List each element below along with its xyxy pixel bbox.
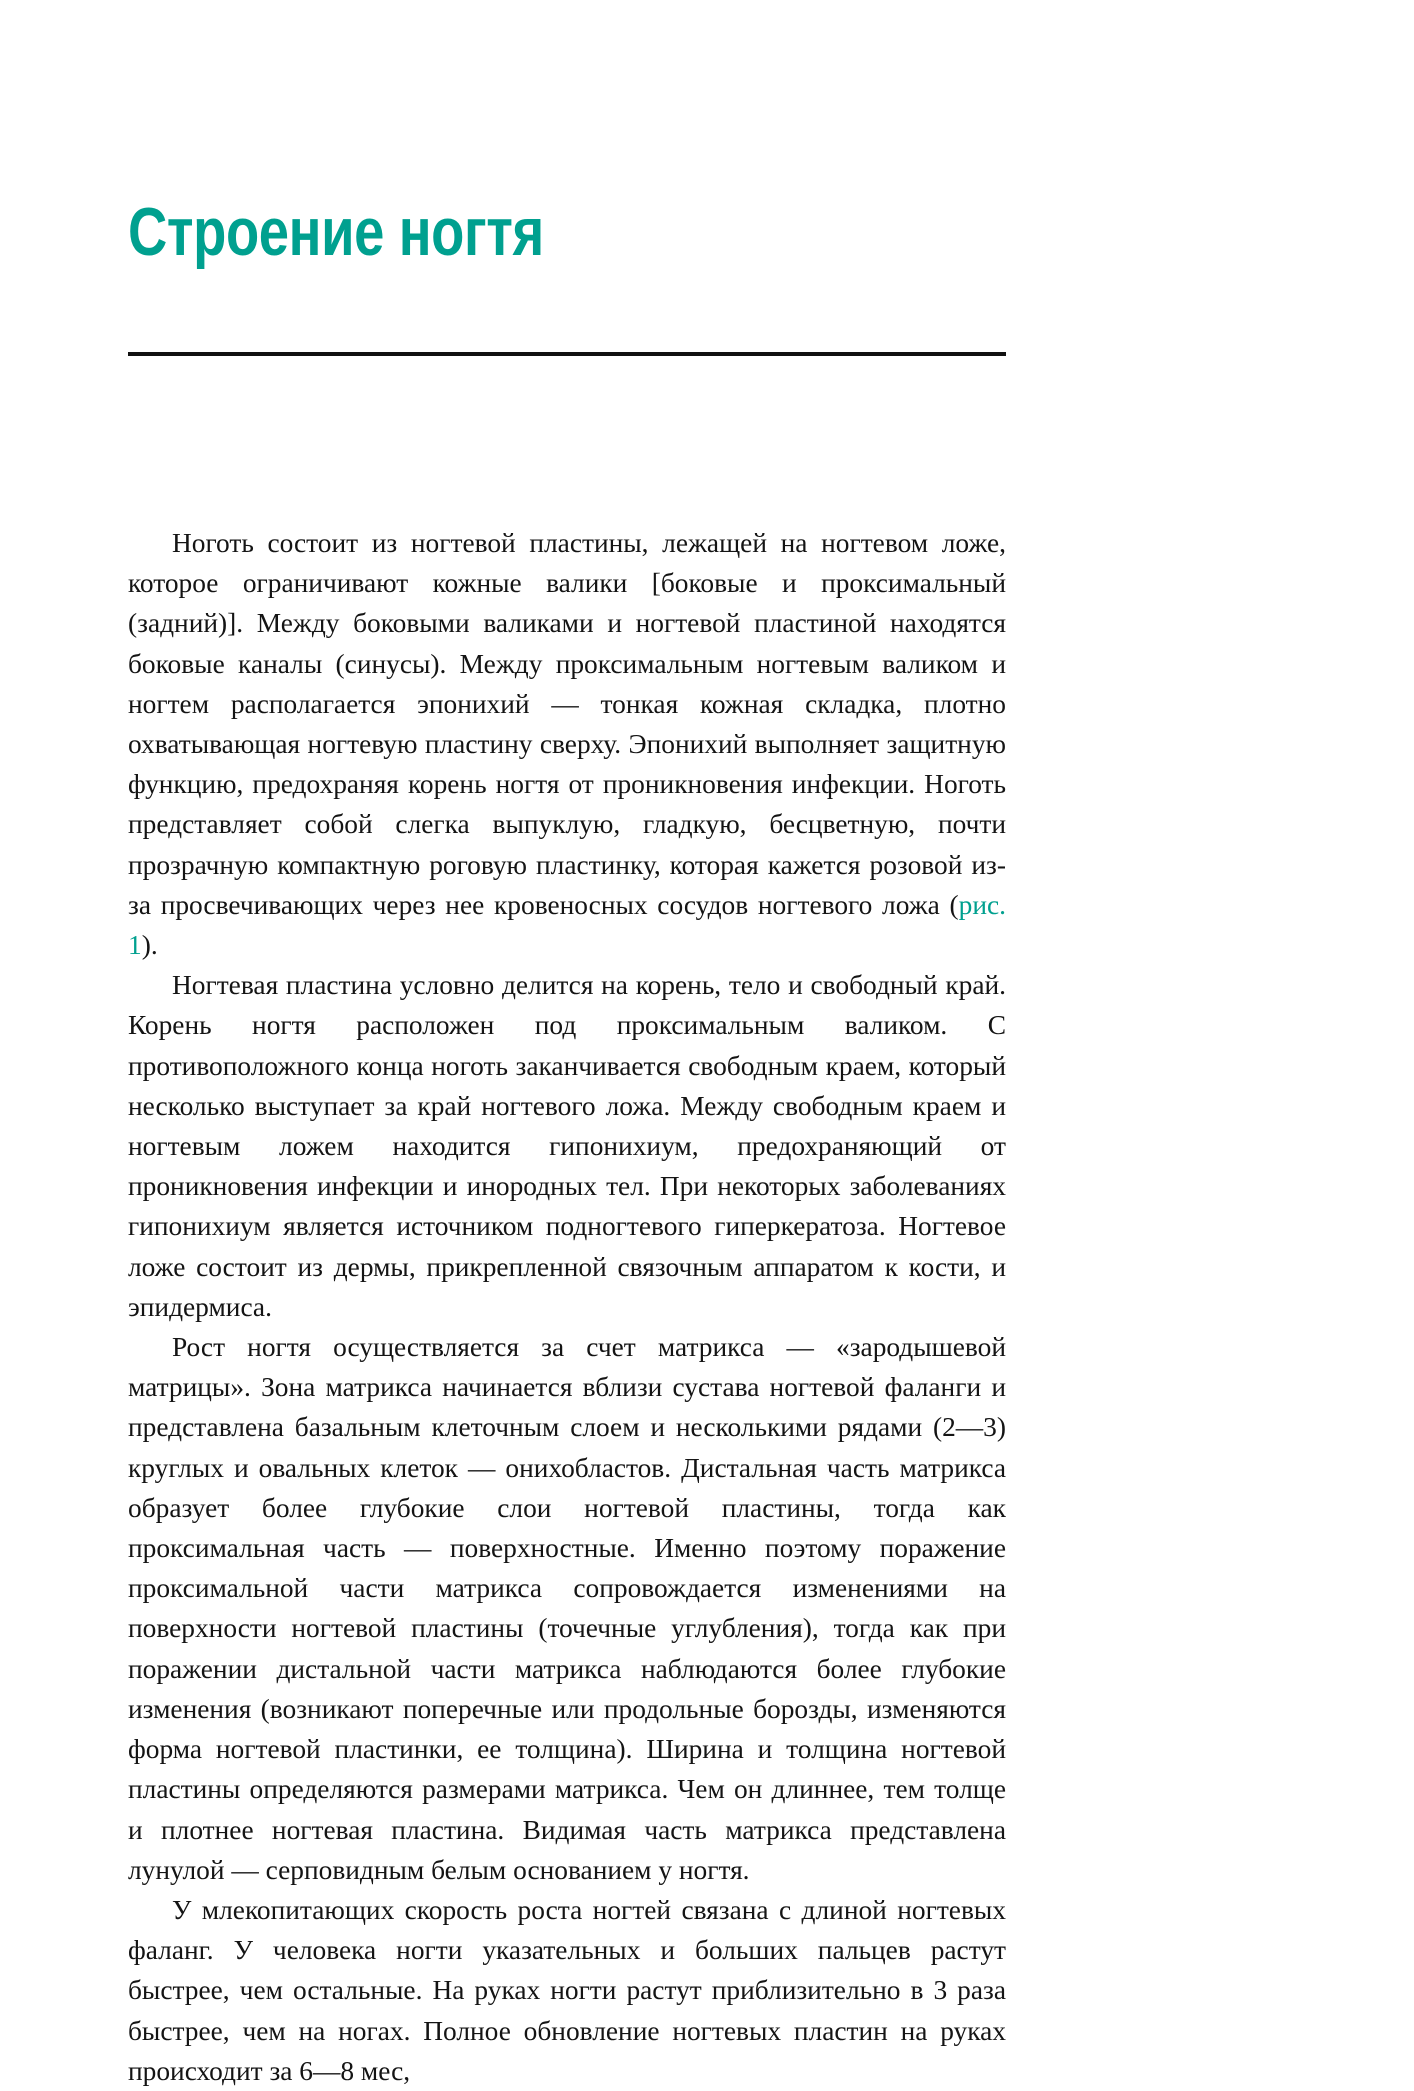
paragraph-1-text-after-figref: ). <box>141 930 158 961</box>
title-divider <box>128 352 1006 356</box>
paragraph-1 <box>128 523 1006 965</box>
figure-reference-link[interactable]: рис. 1 <box>128 889 1006 961</box>
body-text-block <box>128 523 1006 2091</box>
paragraph-2: Ногтевая пластина условно делится на корень, тело и свободный край. Корень ногтя расположен под проксимальным валиком. С противоположного конца ноготь заканчивается свободным краем, который несколько выступает за край ногтевого ложа. Между свободным краем и ногтевым ложем находится гипонихиум, предохраняющий от проникновения инфекции и инородных тел. При некоторых заболеваниях гипонихиум является источником подногтевого гиперкератоза. Ногтевое ложе состоит из дермы, прикрепленной связочным аппаратом к кости, и эпидермиса. <box>128 970 1006 1322</box>
page-title: Строение ногтя <box>128 194 544 270</box>
paragraph-4: У млекопитающих скорость роста ногтей связана с длиной ногтевых фаланг. У человека ногти указательных и больших пальцев растут быстрее, чем остальные. На руках ногти растут приблизительно в 3 раза быстрее, чем на ногах. Полное обновление ногтевых пластин на руках происходит за 6—8 мес, <box>128 1894 1006 2086</box>
paragraph-1-text-before-figref: Ноготь состоит из ногтевой пластины, лежащей на ногтевом ложе, которое ограничивают кожные валики [боковые и проксимальный (задний)]. Между боковыми валиками и ногтевой пластиной находятся боковые каналы (синусы). Между проксимальным ногтевым валиком и ногтем располагается эпонихий — тонкая кожная складка, плотно охватывающая ногтевую пластину сверху. Эпонихий выполняет защитную функцию, предохраняя корень ногтя от проникновения инфекции. Ноготь представляет собой слегка выпуклую, гладкую, бесцветную, почти прозрачную компактную роговую пластинку, которая кажется розовой из-за просвечивающих через нее кровеносных сосудов ногтевого ложа ( <box>128 528 1006 920</box>
paragraph-3: Рост ногтя осуществляется за счет матрикса — «зародышевой матрицы». Зона матрикса начинается вблизи сустава ногтевой фаланги и представлена базальным клеточным слоем и несколькими рядами (2—3) круглых и овальных клеток — онихобластов. Дистальная часть матрикса образует более глубокие слои ногтевой пластины, тогда как проксимальная часть — поверхностные. Именно поэтому поражение проксимальной части матрикса сопровождается изменениями на поверхности ногтевой пластины (точечные углубления), тогда как при поражении дистальной части матрикса наблюдаются более глубокие изменения (возникают поперечные или продольные борозды, изменяются форма ногтевой пластинки, ее толщина). Ширина и толщина ногтевой пластины определяются размерами матрикса. Чем он длиннее, тем толще и плотнее ногтевая пластина. Видимая часть матрикса представлена лунулой — серповидным белым основанием у ногтя. <box>128 1332 1006 1885</box>
